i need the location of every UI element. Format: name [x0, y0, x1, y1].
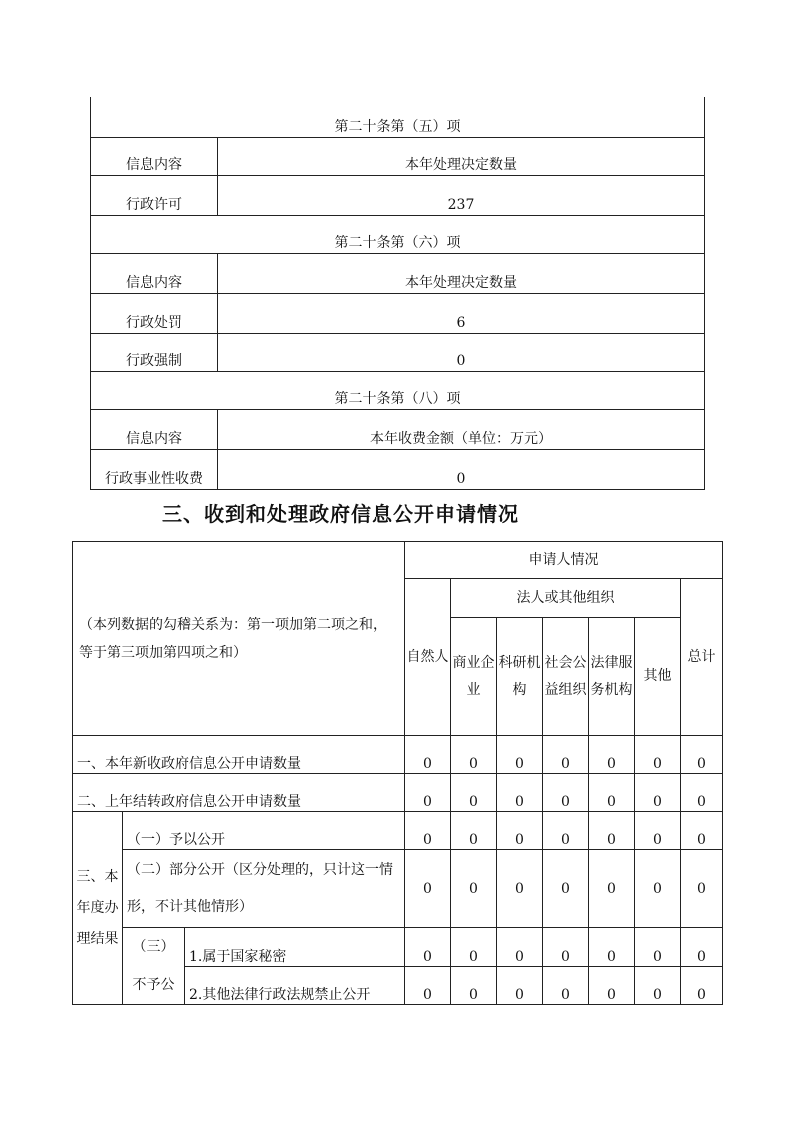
col-header-value: 本年处理决定数量: [218, 253, 705, 293]
col-header-legal-service: 法律服务机构: [589, 618, 635, 736]
row-value: 237: [218, 175, 705, 215]
cell-value: 0: [405, 928, 451, 967]
table-row: [73, 812, 723, 850]
row-label: （一）予以公开: [123, 812, 405, 850]
cell-value: 0: [589, 967, 635, 1005]
row-label: 行政事业性收费: [91, 449, 218, 489]
section-heading: 第二十条第（六）项: [91, 215, 705, 253]
table-row: [91, 175, 705, 215]
cell-value: 0: [451, 928, 497, 967]
cell-value: 0: [681, 928, 723, 967]
row-value: 0: [218, 449, 705, 489]
row-label: 1.属于国家秘密: [185, 928, 405, 967]
section-heading-row: [91, 215, 705, 253]
table-row: [73, 774, 723, 812]
cell-value: 0: [405, 850, 451, 928]
disclosure-table: [90, 97, 705, 490]
section-heading: 第二十条第（五）项: [91, 97, 705, 137]
col-header-value: 本年收费金额（单位：万元）: [218, 409, 705, 449]
cell-value: 0: [497, 928, 543, 967]
applicant-header: 申请人情况: [405, 542, 723, 579]
cell-value: 0: [589, 812, 635, 850]
sub3-label: （三）不予公: [123, 928, 185, 1005]
cell-value: 0: [543, 774, 589, 812]
cell-value: 0: [405, 736, 451, 774]
row-value: 6: [218, 293, 705, 333]
cell-value: 0: [451, 774, 497, 812]
col-header-value: 本年处理决定数量: [218, 137, 705, 175]
cell-value: 0: [405, 812, 451, 850]
cell-value: 0: [497, 967, 543, 1005]
cell-value: 0: [451, 967, 497, 1005]
cell-value: 0: [589, 774, 635, 812]
cell-value: 0: [681, 812, 723, 850]
cell-value: 0: [405, 774, 451, 812]
table-row: [91, 293, 705, 333]
cell-value: 0: [543, 928, 589, 967]
row-label: 2.其他法律行政法规禁止公开: [185, 967, 405, 1005]
row-value: 0: [218, 333, 705, 371]
cell-value: 0: [497, 812, 543, 850]
table-row: [73, 850, 723, 928]
section-heading: 第二十条第（八）项: [91, 371, 705, 409]
cell-value: 0: [497, 774, 543, 812]
note-cell: （本列数据的勾稽关系为：第一项加第二项之和，等于第三项加第四项之和）: [73, 542, 405, 736]
row-label: 行政处罚: [91, 293, 218, 333]
row-label: 一、本年新收政府信息公开申请数量: [73, 736, 405, 774]
cell-value: 0: [635, 774, 681, 812]
col-header-label: 信息内容: [91, 253, 218, 293]
table-row: [91, 333, 705, 371]
col-header-label: 信息内容: [91, 409, 218, 449]
col-header-public-welfare: 社会公益组织: [543, 618, 589, 736]
cell-value: 0: [451, 812, 497, 850]
row-label: 行政许可: [91, 175, 218, 215]
cell-value: 0: [635, 850, 681, 928]
cell-value: 0: [635, 928, 681, 967]
table-row: [73, 736, 723, 774]
col-header-other: 其他: [635, 618, 681, 736]
section-heading-row: [91, 97, 705, 137]
cell-value: 0: [589, 736, 635, 774]
table-row: [73, 928, 723, 967]
application-table: [72, 541, 723, 1005]
cell-value: 0: [681, 736, 723, 774]
cell-value: 0: [589, 850, 635, 928]
table-row: [91, 449, 705, 489]
row-label: 行政强制: [91, 333, 218, 371]
cell-value: 0: [405, 967, 451, 1005]
section-title: 三、收到和处理政府信息公开申请情况: [162, 502, 519, 526]
cell-value: 0: [681, 967, 723, 1005]
cell-value: 0: [543, 812, 589, 850]
natural-person-header: 自然人: [405, 579, 451, 736]
cell-value: 0: [635, 812, 681, 850]
section-heading-row: [91, 371, 705, 409]
cell-value: 0: [543, 736, 589, 774]
cell-value: 0: [635, 736, 681, 774]
cell-value: 0: [451, 850, 497, 928]
col-header-label: 信息内容: [91, 137, 218, 175]
cell-value: 0: [589, 928, 635, 967]
cell-value: 0: [543, 967, 589, 1005]
cell-value: 0: [497, 850, 543, 928]
total-header: 总计: [681, 579, 723, 736]
column-header-row: [91, 409, 705, 449]
cell-value: 0: [681, 850, 723, 928]
group3-label: 三、本年度办理结果: [73, 812, 123, 1005]
row-label: （二）部分公开（区分处理的，只计这一情形，不计其他情形）: [123, 850, 405, 928]
cell-value: 0: [681, 774, 723, 812]
cell-value: 0: [451, 736, 497, 774]
column-header-row: [91, 137, 705, 175]
col-header-research: 科研机构: [497, 618, 543, 736]
col-header-commercial: 商业企业: [451, 618, 497, 736]
row-label: 二、上年结转政府信息公开申请数量: [73, 774, 405, 812]
cell-value: 0: [543, 850, 589, 928]
cell-value: 0: [497, 736, 543, 774]
column-header-row: [91, 253, 705, 293]
cell-value: 0: [635, 967, 681, 1005]
legal-entity-header: 法人或其他组织: [451, 579, 681, 618]
